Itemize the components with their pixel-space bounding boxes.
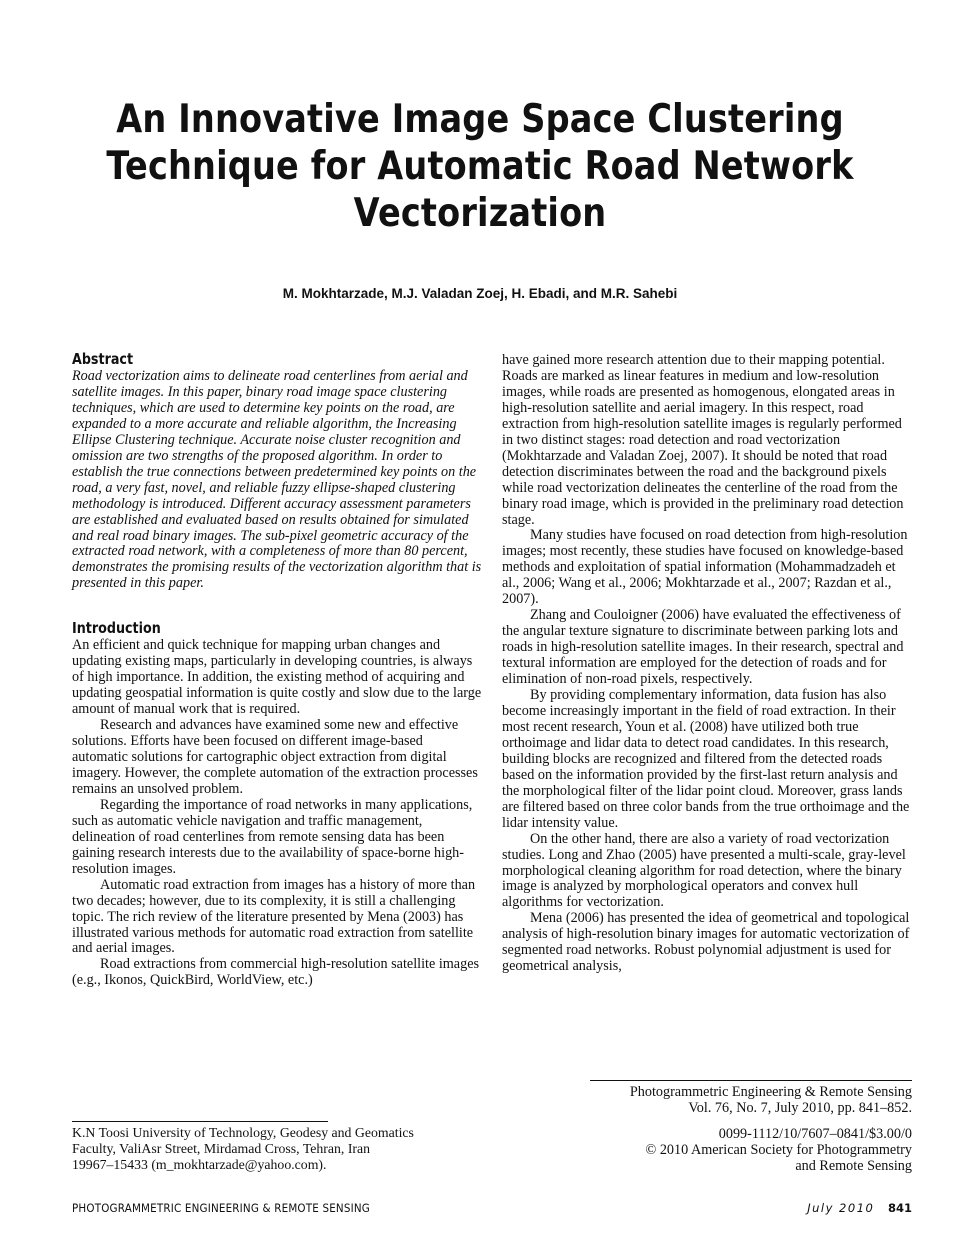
right-paragraph-1: have gained more research attention due to their mapping potential. Roads are marked as linear features in medium and low-resolution images, while roads are presented as homogenous, elongated areas in high-resolution satellite and aerial imagery. In this respect, road extraction from high-resolution satellite images is regularly performed in two distinct stages: road detection and road vectorization (Mokhtarzade and Valadan Zoej, 2007). It should be noted that road detection discriminates between the road and the background pixels while road vectorization delineates the centerline of the road from the binary road image, which is provided in the preliminary road detection stage.: [502, 352, 904, 528]
intro-paragraph-2: Research and advances have examined some new and effective solutions. Efforts have been focused on different image-based automatic solutions for cartographic object extraction from digital imagery. However, the complete automation of the extraction processes remains an unsolved problem.: [72, 717, 478, 797]
journal-info: [560, 1084, 912, 1174]
right-paragraph-6: Mena (2006) has presented the idea of geometrical and topological analysis of high-resolution binary images for automatic vectorization of segmented road networks. Robust polynomial adjustment is used for geometrical analysis,: [502, 910, 910, 975]
copyright-line-2: and Remote Sensing: [795, 1158, 912, 1174]
footnote-divider: [72, 1121, 328, 1122]
intro-paragraph-5: Road extractions from commercial high-resolution satellite images (e.g., Ikonos, QuickBird, WorldView, etc.): [72, 956, 480, 989]
footer-journal-name: PHOTOGRAMMETRIC ENGINEERING & REMOTE SENSING: [72, 1201, 370, 1215]
footer-page-info: [807, 1201, 912, 1215]
right-paragraph-5: On the other hand, there are also a variety of road vectorization studies. Long and Zhao (2005) have presented a multi-scale, gray-level morphological cleaning algorithm for road detection, where the binary image is analyzed by morphological operators and convex hull algorithms for vectorization.: [502, 830, 906, 911]
abstract-heading: Abstract: [72, 350, 134, 368]
title-line-1: An Innovative Image Space Clustering: [116, 97, 844, 142]
author-list: M. Mokhtarzade, M.J. Valadan Zoej, H. Ebadi, and M.R. Sahebi: [282, 286, 678, 301]
right-paragraph-4: By providing complementary information, data fusion has also become increasingly important in the field of road extraction. In their most recent research, Youn et al. (2008) have utilized both true orthoimage and lidar data to detect road candidates. In this research, building blocks are recognized and filtered from the detected roads based on the information provided by the first-last return analysis and the morphological filter of the lidar point cloud. Moreover, grass lands are filtered based on three color bands from the true orthoimage and the lidar intensity value.: [502, 687, 910, 831]
journal-issn: 0099-1112/10/7607–0841/$3.00/0: [718, 1126, 912, 1142]
intro-paragraph-4: Automatic road extraction from images has a history of more than two decades; however, due to its complexity, it is still a challenging topic. The rich review of the literature presented by Mena (2003) has illustrated various methods for automatic road extraction from satellite and aerial images.: [72, 876, 476, 957]
introduction-heading: Introduction: [72, 619, 161, 638]
journal-name: Photogrammetric Engineering & Remote Sensing: [629, 1084, 912, 1100]
page-number: 841: [887, 1201, 912, 1215]
intro-paragraph-1: An efficient and quick technique for mapping urban changes and updating existing maps, particularly in developing countries, is always of high importance. In addition, the existing method of acquiring and updating geospatial information is quite costly and slow due to the large amount of manual work that is required.: [72, 637, 482, 718]
right-column: [502, 353, 912, 975]
copyright-line-1: © 2010 American Society for Photogrammetry: [645, 1142, 912, 1158]
affiliation-line-2: Faculty, ValiAsr Street, Mirdamad Cross, Tehran, Iran: [72, 1141, 371, 1156]
affiliation-line-1: K.N Toosi University of Technology, Geodesy and Geomatics: [72, 1125, 414, 1140]
footer-month: July 2010: [807, 1201, 875, 1215]
right-paragraph-2: Many studies have focused on road detection from high-resolution images; most recently, these studies have focused on knowledge-based methods and exploitation of spatial information (Mohammadzadeh et al., 2006; Wang et al., 2006; Mokhtarzade et al., 2007; Razdan et al., 2007).: [502, 527, 908, 608]
intro-paragraph-3: Regarding the importance of road networks in many applications, such as automatic vehicle navigation and traffic management, delineation of road centerlines from remote sensing data has been gaining research interests due to the availability of space-borne high-resolution images.: [72, 796, 473, 877]
author-affiliation: [72, 1125, 492, 1173]
title-line-3: Vectorization: [353, 191, 607, 236]
journal-divider: [590, 1080, 912, 1081]
journal-volume: Vol. 76, No. 7, July 2010, pp. 841–852.: [688, 1100, 912, 1116]
affiliation-line-3: 19967–15433 (m_mokhtarzade@yahoo.com).: [72, 1157, 327, 1172]
right-paragraph-3: Zhang and Couloigner (2006) have evaluated the effectiveness of the angular texture signature to discriminate between parking lots and roads in high-resolution satellite images. In their research, spectral and textural information are employed for the detection of roads and for elimination of non-road pixels, respectively.: [502, 607, 904, 688]
paper-title: [67, 96, 893, 237]
title-line-2: Technique for Automatic Road Network: [106, 144, 854, 189]
left-column: [72, 349, 482, 989]
abstract-text: Road vectorization aims to delineate road centerlines from aerial and satellite images. In this paper, binary road image space clustering techniques, which are used to determine key points on the road, are expanded to a more accurate and reliable algorithm, the Increasing Ellipse Clustering technique. Accurate noise cluster recognition and omission are two strengths of the proposed algorithm. In order to establish the true connections between predetermined key points on the road, a very fast, novel, and reliable fuzzy ellipse-shaped clustering methodology is introduced. Different accuracy assessment parameters are established and evaluated based on results obtained for simulated and real road binary images. The sub-pixel geometric accuracy of the extracted road network, with a completeness of more than 80 percent, demonstrates the promising results of the vectorization algorithm that is presented in this paper.: [72, 368, 482, 592]
